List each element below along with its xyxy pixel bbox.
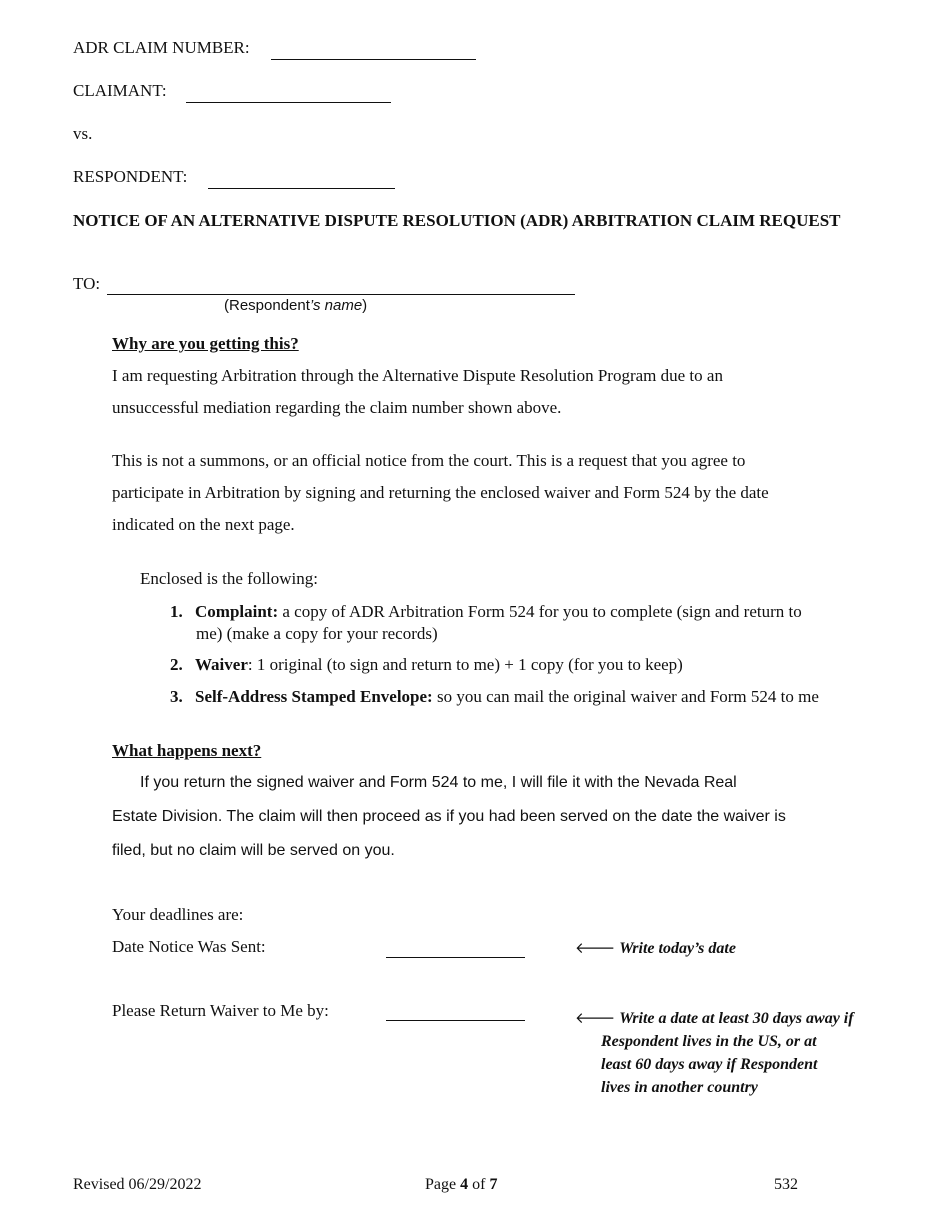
respondent-label: RESPONDENT: <box>73 167 188 186</box>
claim-number-field[interactable] <box>271 59 476 60</box>
next-line-3: filed, but no claim will be served on you. <box>112 842 395 859</box>
why-paragraph-1: I am requesting Arbitration through the Alternative Dispute Resolution Program due to an unsuccessful mediation regarding the claim number shown above. <box>112 366 723 417</box>
left-arrow-icon: 🡐 <box>575 939 616 957</box>
list-item: 3. Self-Address Stamped Envelope: so you can mail the original waiver and Form 524 to me <box>170 687 819 706</box>
left-arrow-icon: 🡐 <box>575 1009 616 1027</box>
to-field[interactable] <box>107 294 575 295</box>
page-number: Page 4 of 7 <box>425 1176 498 1193</box>
next-line-2: Estate Division. The claim will then proceed as if you had been served on the date the waiver is <box>112 808 786 825</box>
claimant-field[interactable] <box>186 102 391 103</box>
return-by-field[interactable] <box>386 1020 525 1021</box>
enclosed-intro: Enclosed is the following: <box>140 569 319 588</box>
next-line-1: If you return the signed waiver and Form 524 to me, I will file it with the Nevada Real <box>140 774 737 791</box>
next-heading: What happens next? <box>112 741 262 760</box>
claimant-label: CLAIMANT: <box>73 81 167 100</box>
respondent-field[interactable] <box>208 188 395 189</box>
page-title: NOTICE OF AN ALTERNATIVE DISPUTE RESOLUTION (ADR) ARBITRATION CLAIM REQUEST <box>73 211 841 230</box>
date-sent-note: 🡐 Write today’s date <box>575 939 736 957</box>
form-number: 532 <box>774 1176 798 1193</box>
date-sent-field[interactable] <box>386 957 525 958</box>
why-paragraph-2: This is not a summons, or an official notice from the court. This is a request that you agree to participate in Arbitration by signing and returning the enclosed waiver and Form 524 by the date indicated on the next page. <box>112 451 769 534</box>
revised-date: Revised 06/29/2022 <box>73 1176 202 1193</box>
list-item: 2. Waiver: 1 original (to sign and return to me) + 1 copy (for you to keep) <box>170 655 683 674</box>
why-heading: Why are you getting this? <box>112 334 299 353</box>
claim-number-label: ADR CLAIM NUMBER: <box>73 38 250 57</box>
return-by-label: Please Return Waiver to Me by: <box>112 1001 329 1020</box>
deadlines-intro: Your deadlines are: <box>112 905 244 924</box>
to-label: TO: <box>73 274 101 293</box>
to-caption: (Respondent’s name) <box>224 297 368 314</box>
date-sent-label: Date Notice Was Sent: <box>112 937 266 956</box>
list-item: 1. Complaint: a copy of ADR Arbitration Form 524 for you to complete (sign and return to me) (make a copy for your records) <box>170 602 802 643</box>
return-by-note: 🡐 Write a date at least 30 days away if Respondent lives in the US, or at least 60 days away if Respondent lives in another country <box>575 1009 854 1096</box>
vs-label: vs. <box>73 124 93 143</box>
